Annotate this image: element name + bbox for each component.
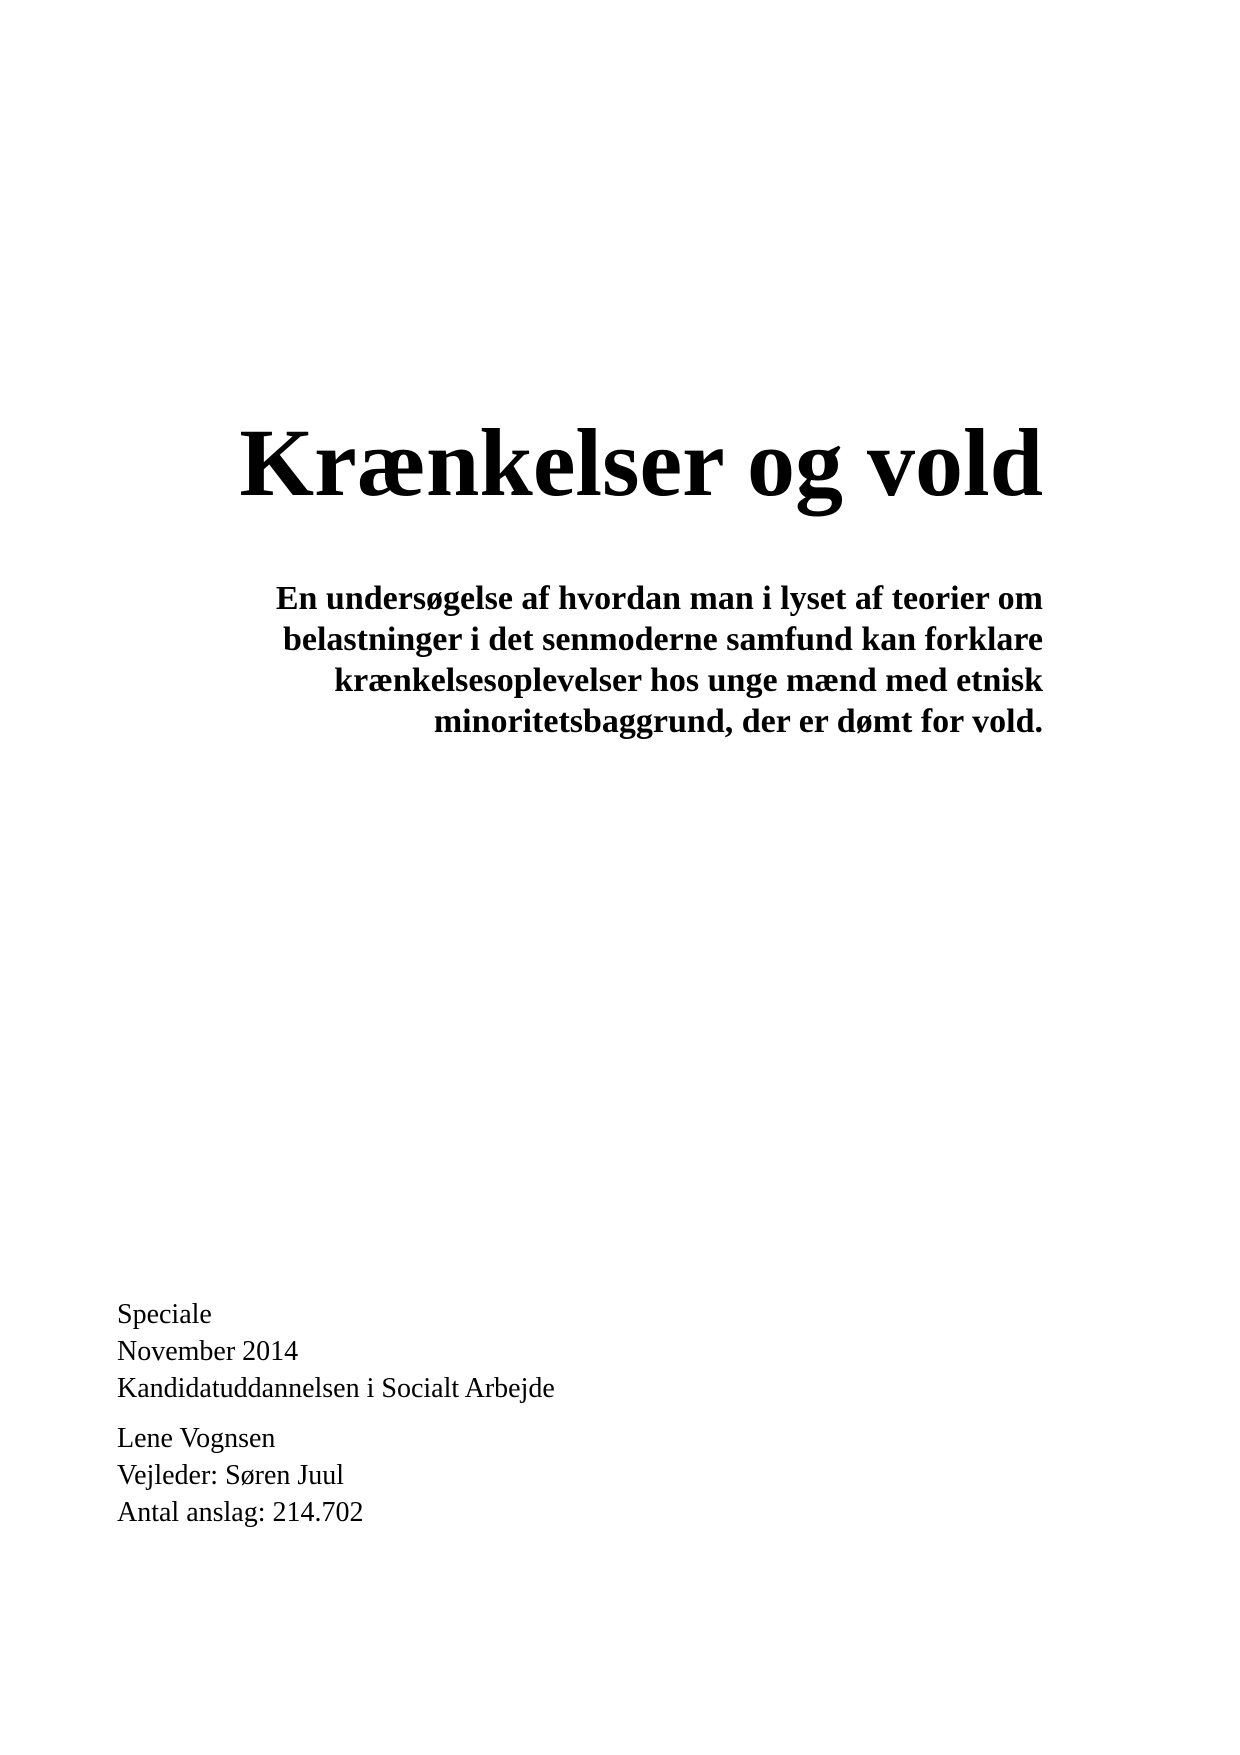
subtitle-line: krænkelsesoplevelser hos unge mænd med etnisk: [334, 662, 1043, 699]
study-program: Kandidatuddannelsen i Socialt Arbejde: [117, 1373, 555, 1404]
author-name: Lene Vognsen: [117, 1423, 276, 1454]
supervisor: Vejleder: Søren Juul: [117, 1460, 345, 1491]
character-count: Antal anslag: 214.702: [117, 1497, 364, 1528]
subtitle-line: belastninger i det senmoderne samfund kan forklare: [282, 621, 1043, 658]
thesis-type: Speciale: [117, 1299, 212, 1330]
document-subtitle: [150, 578, 1043, 742]
subtitle-line: En undersøgelse af hvordan man i lyset af teorier om: [275, 580, 1043, 617]
spacer: [117, 1407, 555, 1420]
subtitle-line: minoritetsbaggrund, der er dømt for vold.: [433, 703, 1043, 740]
document-meta: [117, 1296, 555, 1531]
document-title: Krænkelser og vold: [239, 409, 1043, 516]
thesis-date: November 2014: [117, 1336, 299, 1367]
